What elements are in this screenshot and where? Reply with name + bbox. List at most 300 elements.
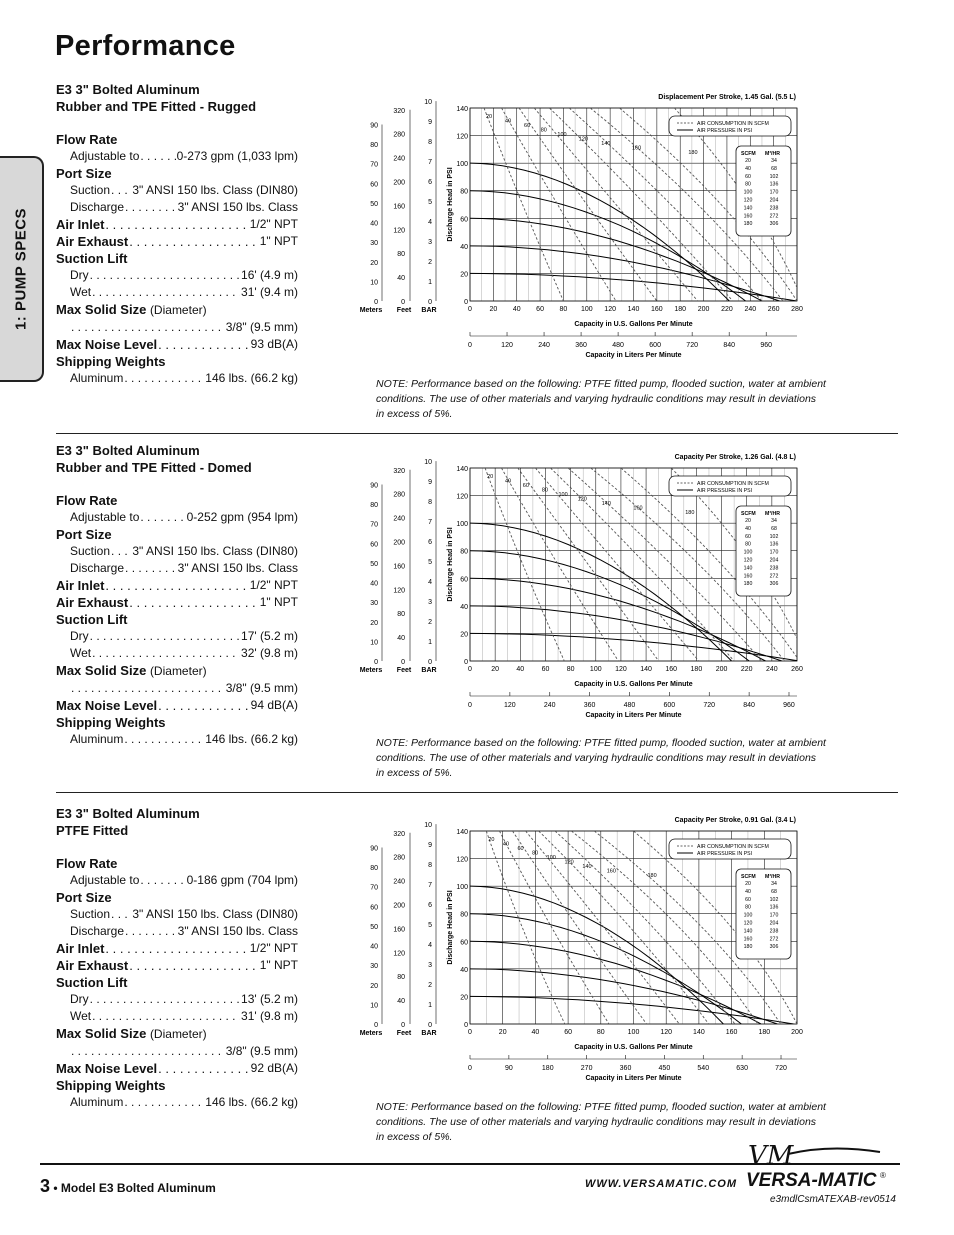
stroke-label: Capacity Per Stroke, 0.91 Gal. (3.4 L) (674, 817, 796, 824)
scfm-header: SCFM (741, 511, 756, 517)
max-solid-heading: Max Solid Size (Diameter) (56, 663, 207, 678)
max-solid-heading: Max Solid Size (Diameter) (56, 302, 207, 317)
page-title: Performance (55, 30, 236, 62)
pressure-curve (470, 218, 762, 301)
spec-value: 146 lbs. (66.2 kg) (205, 732, 298, 746)
air-curve-label: 40 (502, 841, 510, 848)
bar-tick-label: 9 (428, 479, 432, 487)
spec-row (56, 1094, 298, 1111)
meters-tick-label: 50 (370, 560, 378, 568)
scfm-value: 40 (745, 525, 751, 532)
x-tick-label: 120 (615, 666, 627, 673)
bar-tick-label: 4 (428, 942, 432, 950)
scfm-value: 180 (743, 581, 753, 588)
y-tick-label: 40 (460, 966, 468, 974)
air-curve-label: 120 (577, 496, 587, 503)
spec-row (56, 182, 298, 199)
bar-tick-label: 5 (428, 922, 432, 930)
feet-tick-label: 200 (393, 902, 405, 910)
liters-tick-label: 720 (775, 1065, 787, 1072)
spec-value: 17' (5.2 m) (241, 629, 298, 643)
liters-tick-label: 0 (468, 342, 472, 349)
meters-tick-label: 50 (370, 923, 378, 931)
feet-tick-label: 0 (401, 659, 405, 666)
air-curve (555, 831, 735, 1024)
x2-axis-title: Capacity in Liters Per Minute (585, 352, 682, 359)
spec-row (56, 957, 298, 974)
air-curve-label: 80 (532, 850, 539, 857)
spec-row (56, 560, 298, 577)
x-axis-title: Capacity in U.S. Gallons Per Minute (574, 681, 693, 688)
meters-tick-label: 60 (370, 181, 378, 189)
x-tick-label: 240 (766, 666, 778, 673)
x-tick-label: 220 (721, 306, 733, 313)
x-tick-label: 140 (640, 666, 652, 673)
y-tick-label: 20 (460, 631, 468, 639)
spec-row (56, 233, 298, 250)
spec-label: Air Exhaust (56, 595, 129, 610)
x-tick-label: 180 (674, 306, 687, 313)
x-tick-label: 40 (531, 1029, 540, 1036)
air-curve-label: 40 (504, 478, 512, 485)
bar-label: BAR (421, 307, 437, 314)
liters-tick-label: 840 (743, 702, 755, 709)
spec-value: 16' (4.9 m) (241, 268, 298, 282)
air-curve-label: 80 (541, 487, 549, 494)
meters-tick-label: 10 (370, 279, 378, 287)
bar-tick-label: 3 (428, 962, 432, 970)
legend-item: AIR PRESSURE IN PSI (697, 128, 753, 134)
bar-tick-label: 10 (424, 459, 432, 467)
y-tick-label: 60 (460, 576, 468, 584)
feet-tick-label: 80 (397, 611, 405, 619)
meters-tick-label: 90 (370, 482, 378, 490)
y-tick-label: 0 (464, 659, 468, 666)
spec-value: 31' (9.4 m) (241, 285, 298, 299)
spec-row (56, 645, 298, 662)
m3hr-value: 238 (769, 565, 779, 572)
y-tick-label: 120 (456, 133, 468, 141)
feet-tick-label: 320 (393, 107, 405, 115)
scfm-value: 80 (745, 181, 751, 188)
meters-tick-label: 30 (370, 963, 378, 971)
m3hr-value: 68 (771, 165, 777, 172)
suction-lift-heading: Suction Lift (56, 612, 128, 627)
liters-tick-label: 960 (783, 702, 795, 709)
spec-block (56, 81, 298, 387)
x-tick-label: 60 (564, 1029, 572, 1036)
pressure-curve (470, 633, 800, 661)
legend-item: AIR CONSUMPTION IN SCFM (697, 121, 769, 127)
scfm-value: 160 (743, 573, 753, 580)
meters-label: Meters (359, 667, 383, 674)
meters-tick-label: 40 (370, 220, 378, 228)
spec-row (56, 680, 298, 697)
bar-tick-label: 3 (428, 599, 432, 607)
spec-value: 1" NPT (259, 595, 298, 609)
spec-value: 31' (9.8 m) (241, 1009, 298, 1023)
air-curve-label: 100 (557, 132, 567, 138)
liters-tick-label: 840 (723, 342, 736, 349)
spec-label: Aluminum (70, 732, 124, 746)
side-tab (0, 156, 44, 382)
meters-tick-label: 70 (370, 884, 378, 892)
spec-label: Max Noise Level (56, 698, 158, 713)
meters-label: Meters (359, 1030, 383, 1037)
feet-label: Feet (396, 667, 412, 674)
m3hr-value: 306 (769, 944, 779, 951)
meters-tick-label: 20 (370, 259, 378, 267)
air-curve-label: 40 (505, 118, 512, 125)
liters-tick-label: 600 (649, 342, 661, 349)
spec-row (56, 577, 298, 594)
x-tick-label: 100 (589, 666, 602, 673)
spec-row (56, 336, 298, 353)
port-size-heading: Port Size (56, 527, 112, 542)
scfm-value: 40 (745, 888, 751, 895)
spec-row (56, 923, 298, 940)
legend-item: AIR PRESSURE IN PSI (697, 488, 753, 494)
bar-label: BAR (421, 667, 437, 674)
y-tick-label: 60 (460, 216, 468, 224)
m3hr-value: 170 (769, 912, 779, 919)
spec-row (56, 370, 298, 387)
feet-tick-label: 120 (393, 587, 405, 595)
y-tick-label: 40 (460, 603, 468, 611)
meters-tick-label: 0 (374, 299, 378, 306)
bar-tick-label: 2 (428, 259, 432, 267)
spec-value: 1/2" NPT (249, 217, 298, 231)
feet-tick-label: 160 (393, 926, 405, 934)
spec-value: 1" NPT (259, 958, 298, 972)
feet-tick-label: 80 (397, 974, 405, 982)
versamatic-logo (740, 1140, 904, 1197)
meters-tick-label: 80 (370, 142, 378, 150)
liters-tick-label: 270 (580, 1065, 593, 1072)
bar-tick-label: 7 (428, 882, 432, 890)
spec-value: 0-186 gpm (704 lpm) (186, 873, 298, 887)
spec-value: 3" ANSI 150 lbs. Class (177, 561, 298, 575)
legend-item: AIR CONSUMPTION IN SCFM (697, 481, 769, 487)
spec-row (56, 940, 298, 957)
x-tick-label: 80 (596, 1029, 605, 1036)
spec-value: 3/8" (9.5 mm) (225, 681, 298, 695)
air-curve (568, 468, 762, 661)
spec-label: Aluminum (70, 371, 124, 385)
website-link[interactable]: WWW.VERSAMATIC.COM (585, 1178, 738, 1190)
liters-tick-label: 450 (658, 1065, 671, 1072)
y-axis-title: Discharge Head in PSI (447, 527, 454, 602)
port-size-heading: Port Size (56, 166, 112, 181)
spec-row (56, 628, 298, 645)
air-curve-label: 140 (601, 141, 611, 147)
flow-rate-heading: Flow Rate (56, 132, 118, 147)
bar-tick-label: 1 (428, 1002, 432, 1010)
spec-value: 3" ANSI 150 lbs. Class (DIN80) (132, 183, 298, 197)
spec-value: 3" ANSI 150 lbs. Class (177, 200, 298, 214)
meters-tick-label: 40 (370, 580, 378, 588)
x-axis-title: Capacity in U.S. Gallons Per Minute (574, 1044, 693, 1051)
spec-value: 1/2" NPT (249, 941, 298, 955)
spec-label: Adjustable to (70, 149, 140, 163)
y-tick-label: 0 (464, 299, 468, 306)
spec-label: Aluminum (70, 1095, 124, 1109)
y-tick-label: 120 (456, 493, 468, 501)
meters-tick-label: 0 (374, 1022, 378, 1029)
air-curve-label: 180 (647, 873, 657, 879)
spec-row (56, 1043, 298, 1060)
m3hr-value: 170 (769, 189, 779, 196)
page-label: • Model E3 Bolted Aluminum (53, 1181, 216, 1195)
spec-label: Wet (70, 1009, 92, 1023)
bar-tick-label: 1 (428, 639, 432, 647)
air-curve-label: 20 (487, 474, 494, 480)
y-tick-label: 100 (456, 884, 468, 892)
bar-tick-label: 3 (428, 239, 432, 247)
spec-block (56, 805, 298, 1111)
x-tick-label: 160 (725, 1029, 738, 1036)
air-curve-label: 100 (546, 855, 556, 861)
scfm-value: 160 (743, 936, 753, 943)
x-tick-label: 0 (468, 1029, 472, 1036)
bar-tick-label: 0 (428, 299, 432, 306)
feet-tick-label: 40 (397, 998, 405, 1006)
meters-tick-label: 20 (370, 619, 378, 627)
meters-tick-label: 60 (370, 541, 378, 549)
feet-tick-label: 200 (393, 539, 405, 547)
air-curve-label: 120 (578, 136, 588, 143)
x-tick-label: 260 (767, 306, 780, 313)
m3hr-value: 306 (769, 581, 779, 588)
suction-lift-heading: Suction Lift (56, 975, 128, 990)
air-curve-label: 160 (631, 145, 642, 152)
meters-tick-label: 60 (370, 904, 378, 912)
bar-tick-label: 8 (428, 499, 432, 507)
m3hr-value: 204 (769, 557, 779, 564)
x-tick-label: 40 (512, 306, 521, 313)
feet-tick-label: 320 (393, 830, 405, 838)
y-tick-label: 40 (460, 243, 468, 251)
spec-label: Air Exhaust (56, 234, 129, 249)
legend-item: AIR PRESSURE IN PSI (697, 851, 753, 857)
stroke-label: Capacity Per Stroke, 1.26 Gal. (4.8 L) (674, 454, 796, 461)
spec-row (56, 697, 298, 714)
m3hr-header: M³/HR (765, 151, 780, 157)
spec-label: Dry (70, 629, 89, 643)
bar-tick-label: 5 (428, 559, 432, 567)
feet-tick-label: 40 (397, 275, 405, 283)
m3hr-value: 136 (769, 904, 779, 911)
m3hr-value: 68 (771, 888, 777, 895)
bar-tick-label: 0 (428, 1022, 432, 1029)
bar-label: BAR (421, 1030, 437, 1037)
page-number-value: 3 (40, 1176, 51, 1196)
meters-tick-label: 80 (370, 865, 378, 873)
suction-lift-heading: Suction Lift (56, 251, 128, 266)
air-curve-label: 60 (522, 483, 529, 489)
bar-tick-label: 2 (428, 982, 432, 990)
stroke-label: Displacement Per Stroke, 1.45 Gal. (5.5 L) (658, 94, 796, 101)
y-tick-label: 80 (460, 548, 468, 556)
y-tick-label: 140 (456, 106, 468, 113)
pressure-curve (470, 523, 732, 661)
liters-tick-label: 540 (697, 1065, 710, 1072)
m3hr-value: 204 (769, 197, 779, 204)
chart-svg (356, 90, 806, 370)
meters-tick-label: 90 (370, 122, 378, 130)
scfm-value: 100 (743, 912, 753, 919)
logo-wordmark: VERSA-MATIC (746, 1170, 877, 1191)
performance-chart (356, 90, 806, 370)
liters-tick-label: 360 (575, 342, 587, 349)
m3hr-value: 170 (769, 549, 779, 556)
air-curve-label: 80 (540, 127, 547, 134)
x-tick-label: 260 (791, 666, 803, 673)
air-curve-label: 180 (688, 150, 698, 156)
m3hr-value: 306 (769, 221, 779, 228)
m3hr-value: 272 (769, 573, 779, 580)
spec-row (56, 216, 298, 233)
performance-note: NOTE: Performance based on the following: PTFE fitted pump, flooded suction, water at ambient conditions. The use of other materials and varying hydraulic conditions may result in deviations in excess of 5%. (376, 737, 826, 779)
section-divider (56, 433, 898, 434)
spec-row (56, 543, 298, 560)
spec-row (56, 267, 298, 284)
x-tick-label: 20 (498, 1029, 507, 1036)
m3hr-value: 238 (769, 928, 779, 935)
m3hr-value: 102 (769, 896, 779, 903)
air-curve (513, 831, 647, 1024)
bar-tick-label: 4 (428, 579, 432, 587)
air-curve-label: 140 (582, 864, 592, 870)
liters-tick-label: 240 (543, 702, 556, 709)
bar-tick-label: 7 (428, 159, 432, 167)
x-tick-label: 60 (536, 306, 544, 313)
liters-tick-label: 600 (663, 702, 676, 709)
liters-tick-label: 90 (504, 1065, 513, 1072)
y-axis-title: Discharge Head in PSI (447, 890, 454, 965)
section-title: E3 3" Bolted Aluminum (56, 806, 200, 821)
y-tick-label: 20 (460, 271, 468, 279)
meters-tick-label: 30 (370, 240, 378, 248)
air-curve-label: 20 (488, 837, 495, 843)
feet-tick-label: 0 (401, 1022, 405, 1029)
air-curve-label: 60 (524, 123, 531, 129)
y-tick-label: 140 (456, 829, 468, 836)
scfm-value: 120 (743, 920, 753, 927)
scfm-value: 100 (743, 189, 753, 196)
spec-label: Air Inlet (56, 941, 105, 956)
port-size-heading: Port Size (56, 890, 112, 905)
bar-tick-label: 5 (428, 199, 432, 207)
m3hr-value: 136 (769, 181, 779, 188)
x-tick-label: 20 (491, 666, 500, 673)
spec-value: 0-273 gpm (1,033 lpm) (176, 149, 298, 163)
air-curve-label: 140 (601, 501, 611, 507)
spec-row (56, 906, 298, 923)
performance-chart (356, 813, 806, 1093)
bar-tick-label: 8 (428, 139, 432, 147)
spec-row (56, 1060, 298, 1077)
scfm-value: 120 (743, 197, 753, 204)
spec-value: 3" ANSI 150 lbs. Class (DIN80) (132, 907, 298, 921)
y-tick-label: 0 (464, 1022, 468, 1029)
spec-label: Dry (70, 992, 89, 1006)
scfm-header: SCFM (741, 874, 756, 880)
meters-tick-label: 50 (370, 200, 378, 208)
spec-block (56, 442, 298, 748)
section-subtitle: Rubber and TPE Fitted - Domed (56, 460, 252, 475)
shipping-heading: Shipping Weights (56, 354, 166, 369)
feet-tick-label: 160 (393, 203, 405, 211)
air-curve (518, 468, 659, 661)
liters-tick-label: 180 (541, 1065, 554, 1072)
air-curve-label: 160 (633, 505, 643, 512)
scfm-value: 80 (745, 904, 751, 911)
meters-tick-label: 10 (370, 1002, 378, 1010)
pressure-curve (470, 163, 729, 301)
spec-value: 93 dB(A) (250, 337, 298, 351)
bar-tick-label: 7 (428, 519, 432, 527)
bar-tick-label: 6 (428, 539, 432, 547)
liters-tick-label: 960 (760, 342, 773, 349)
legend-item: AIR CONSUMPTION IN SCFM (697, 844, 769, 850)
spec-row (56, 872, 298, 889)
feet-tick-label: 280 (393, 854, 405, 862)
x-tick-label: 280 (791, 306, 803, 313)
x-tick-label: 40 (516, 666, 525, 673)
feet-tick-label: 200 (393, 179, 405, 187)
air-curve (484, 108, 563, 301)
shipping-heading: Shipping Weights (56, 1078, 166, 1093)
bar-tick-label: 9 (428, 119, 432, 127)
max-solid-heading: Max Solid Size (Diameter) (56, 1026, 207, 1041)
x-tick-label: 120 (660, 1029, 673, 1036)
spec-label: Suction (70, 907, 111, 921)
spec-value: 94 dB(A) (250, 698, 298, 712)
liters-tick-label: 360 (619, 1065, 632, 1072)
x-tick-label: 200 (715, 666, 728, 673)
x-tick-label: 60 (541, 666, 550, 673)
feet-tick-label: 40 (397, 635, 405, 643)
x-tick-label: 200 (791, 1029, 803, 1036)
meters-tick-label: 80 (370, 502, 378, 510)
spec-label: Suction (70, 183, 111, 197)
y-tick-label: 80 (460, 188, 468, 196)
section-subtitle: PTFE Fitted (56, 823, 129, 838)
air-curve-label: 20 (486, 114, 493, 120)
side-tab-label: 1: PUMP SPECS (12, 207, 30, 331)
performance-note: NOTE: Performance based on the following: PTFE fitted pump, flooded suction, water at ambient conditions. The use of other materials and varying hydraulic conditions may result in deviations in excess of 5%. (376, 378, 826, 420)
x-tick-label: 160 (665, 666, 678, 673)
spec-label: Max Noise Level (56, 1061, 158, 1076)
air-curve (571, 831, 757, 1024)
spec-label: Dry (70, 268, 89, 282)
feet-tick-label: 120 (393, 227, 405, 235)
flow-rate-heading: Flow Rate (56, 856, 118, 871)
meters-tick-label: 90 (370, 845, 378, 853)
bar-tick-label: 6 (428, 179, 432, 187)
x2-axis-title: Capacity in Liters Per Minute (585, 712, 682, 719)
section-subtitle: Rubber and TPE Fitted - Rugged (56, 99, 257, 114)
scfm-value: 180 (743, 944, 753, 951)
m3hr-value: 34 (771, 158, 777, 164)
performance-note: NOTE: Performance based on the following: PTFE fitted pump, flooded suction, water at ambient conditions. The use of other materials and varying hydraulic conditions may result in deviations in excess of 5%. (376, 1101, 826, 1143)
m3hr-value: 102 (769, 533, 779, 540)
spec-label: Air Inlet (56, 217, 105, 232)
meters-tick-label: 70 (370, 161, 378, 169)
liters-tick-label: 720 (686, 342, 698, 349)
spec-value: 1" NPT (259, 234, 298, 248)
